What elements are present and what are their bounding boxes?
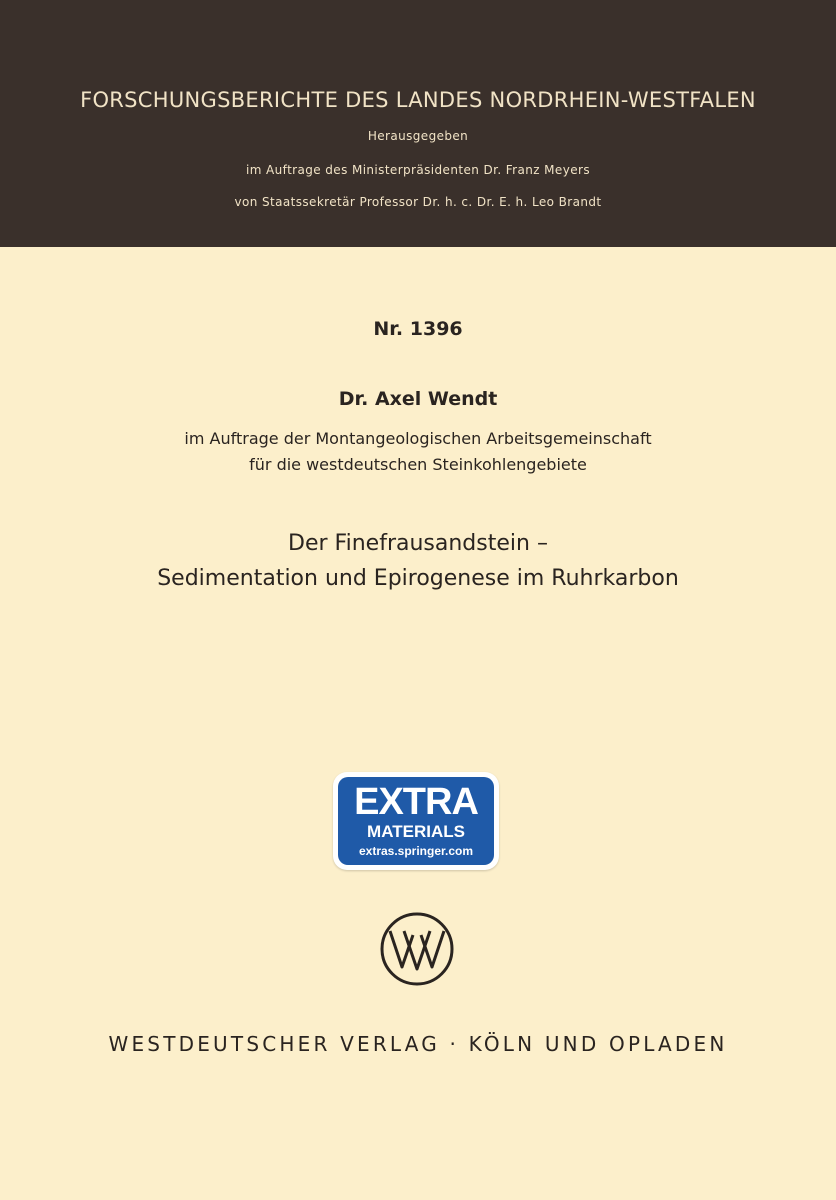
badge-url-text: extras.springer.com (358, 844, 474, 858)
series-title: FORSCHUNGSBERICHTE DES LANDES NORDRHEIN-WESTFALEN (80, 88, 756, 112)
publisher-w-circle-logo-icon (379, 911, 455, 987)
extra-materials-badge-panel (338, 777, 494, 865)
assignment-line-2: für die westdeutschen Steinkohlengebiete (249, 455, 587, 474)
assignment-line-1: im Auftrage der Montangeologischen Arbeitsgemeinschaft (184, 429, 652, 448)
extra-materials-badge[interactable] (333, 772, 499, 870)
secretary-line: von Staatssekretär Professor Dr. h. c. Dr. E. h. Leo Brandt (234, 195, 602, 209)
book-title-line-2: Sedimentation und Epirogenese im Ruhrkarbon (157, 566, 679, 591)
publisher-imprint: WESTDEUTSCHER VERLAG · KÖLN UND OPLADEN (108, 1032, 728, 1056)
author-name: Dr. Axel Wendt (338, 388, 498, 410)
book-title-line-1: Der Finefrausandstein – (288, 531, 548, 556)
series-header-band (0, 0, 836, 247)
commission-line: im Auftrage des Ministerpräsidenten Dr. Franz Meyers (246, 163, 590, 177)
badge-materials-text: MATERIALS (367, 822, 465, 841)
report-number: Nr. 1396 (373, 318, 463, 340)
editor-line: Herausgegeben (367, 129, 469, 143)
badge-extra-text: EXTRA (354, 781, 478, 823)
